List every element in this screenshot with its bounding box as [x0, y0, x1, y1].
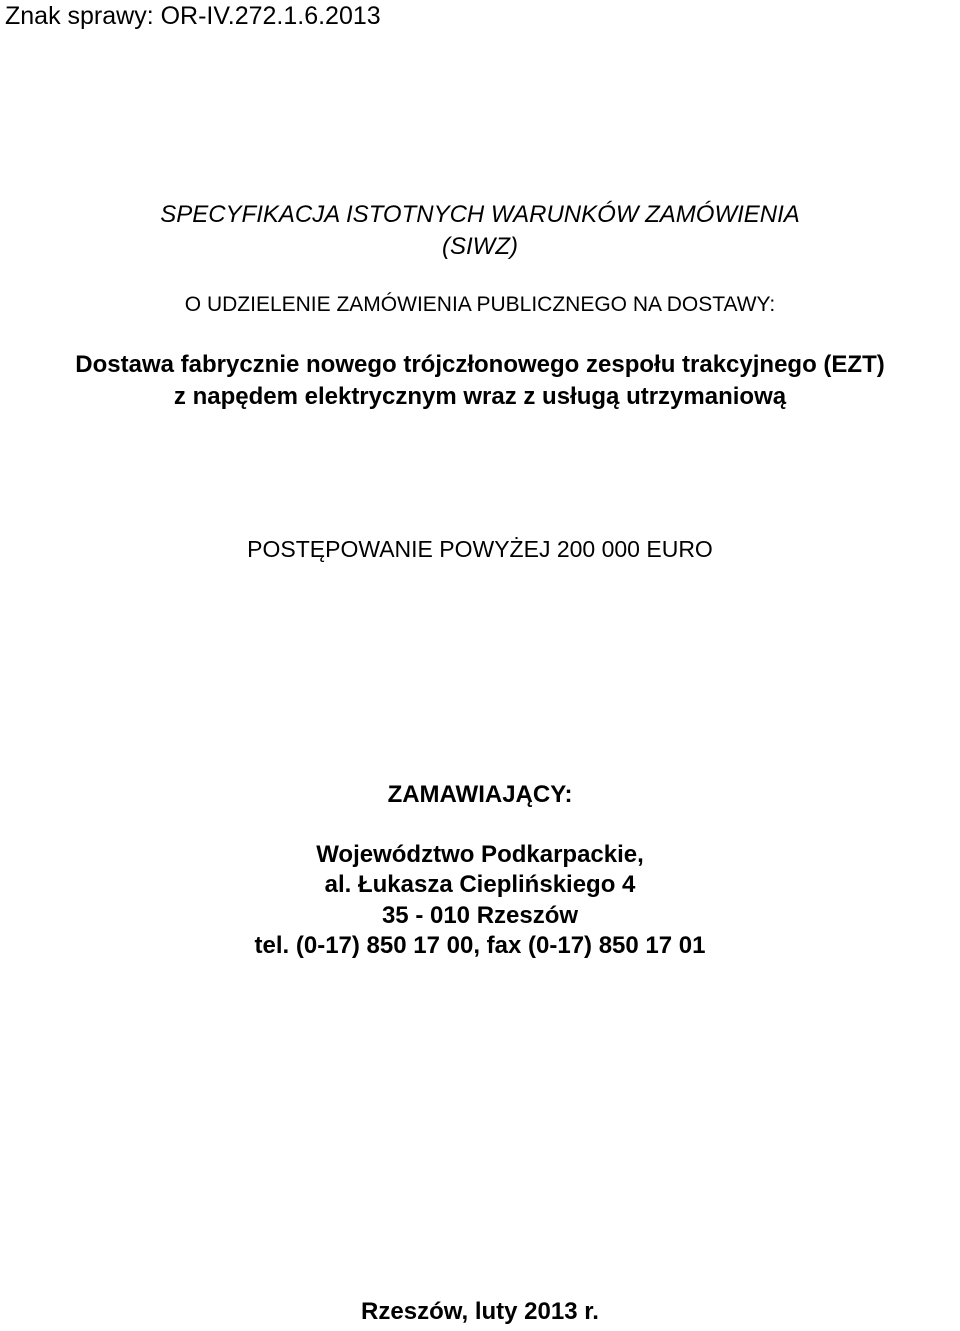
contracting-authority-city: 35 - 010 Rzeszów — [381, 902, 579, 929]
contracting-authority-contact: tel. (0-17) 850 17 00, fax (0-17) 850 17 01 — [254, 932, 706, 959]
document-title-line-2: (SIWZ) — [442, 233, 518, 260]
contract-type: O UDZIELENIE ZAMÓWIENIA PUBLICZNEGO NA DOSTAWY: — [184, 293, 776, 316]
contracting-authority-name: Województwo Podkarpackie, — [316, 841, 644, 868]
subject-line-2: z napędem elektrycznym wraz z usługą utrzymaniową — [173, 383, 787, 410]
case-reference: Znak sprawy: OR-IV.272.1.6.2013 — [5, 2, 381, 30]
subject-line-1: Dostawa fabrycznie nowego trójczłonowego zespołu trakcyjnego (EZT) — [75, 351, 885, 378]
contracting-authority-label: ZAMAWIAJĄCY: — [387, 781, 573, 808]
contracting-authority-street: al. Łukasza Cieplińskiego 4 — [324, 871, 636, 898]
document-title-line-1: SPECYFIKACJA ISTOTNYCH WARUNKÓW ZAMÓWIENIA — [160, 201, 800, 228]
place-and-date: Rzeszów, luty 2013 r. — [361, 1298, 599, 1325]
procedure-threshold: POSTĘPOWANIE POWYŻEJ 200 000 EURO — [247, 536, 713, 562]
